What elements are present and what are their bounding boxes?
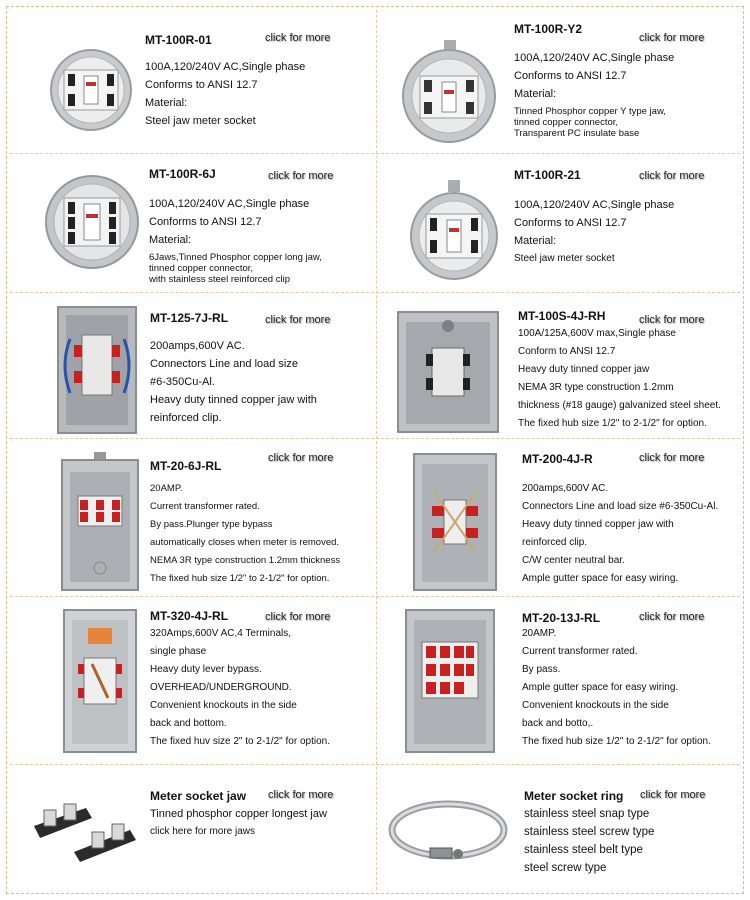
material-description — [514, 106, 666, 139]
click-for-more-link[interactable]: click for more — [639, 452, 705, 464]
spec-line: stainless steel belt type — [524, 844, 643, 856]
product-image-mt-20-13j-rl[interactable] — [404, 608, 496, 754]
product-description — [150, 337, 317, 427]
spec-line: 320Amps,600V AC,4 Terminals, — [150, 628, 292, 639]
column-divider — [376, 10, 377, 890]
row-divider — [10, 292, 740, 293]
spec-line: Current transformer rated. — [150, 501, 260, 512]
product-description — [150, 805, 327, 841]
row-divider — [10, 764, 740, 765]
spec-line: Heavy duty tinned copper jaw — [518, 364, 650, 375]
spec-line: Connectors Line and load size #6-350Cu-Al. — [522, 501, 719, 512]
product-title: MT-100R-21 — [514, 168, 581, 182]
spec-line: Conforms to ANSI 12.7 — [514, 217, 627, 229]
product-description — [145, 58, 305, 130]
spec-line: Heavy duty tinned copper jaw with — [522, 519, 674, 530]
click-for-more-link[interactable]: click for more — [268, 452, 334, 464]
spec-line: Conforms to ANSI 12.7 — [145, 79, 258, 91]
spec-line: Convenient knockouts in the side — [150, 700, 297, 711]
product-title: MT-200-4J-R — [522, 452, 593, 466]
product-title: MT-100R-01 — [145, 33, 212, 47]
spec-line: Conforms to ANSI 12.7 — [514, 70, 627, 82]
spec-line: Conforms to ANSI 12.7 — [149, 216, 262, 228]
product-description — [514, 196, 674, 268]
spec-line: back and botto,. — [522, 718, 594, 729]
spec-line: Steel jaw meter socket — [514, 253, 615, 264]
spec-line: Heavy duty lever bypass. — [150, 664, 262, 675]
spec-line: Tinned phosphor copper longest jaw — [150, 808, 327, 820]
spec-line: NEMA 3R type construction 1.2mm — [518, 382, 674, 393]
spec-line: 100A,120/240V AC,Single phase — [514, 52, 675, 64]
spec-line: reinforced clip. — [522, 537, 588, 548]
product-description — [150, 625, 330, 751]
product-image-mt-100s-4j-rh[interactable] — [396, 310, 500, 434]
more-jaws-link[interactable]: click here for more jaws — [150, 826, 256, 837]
product-image-mt-200-4j-r[interactable] — [412, 452, 498, 592]
product-image-mt-100r-6j[interactable] — [44, 162, 140, 280]
click-for-more-link[interactable]: click for more — [265, 611, 331, 623]
spec-line: The fixed hub size 1/2" to 2-1/2" for option. — [518, 418, 707, 429]
product-image-mt-100r-21[interactable] — [408, 180, 500, 284]
spec-line: Ample gutter space for easy wiring. — [522, 573, 679, 584]
row-divider — [10, 438, 740, 439]
spec-line: Convenient knockouts in the side — [522, 700, 669, 711]
spec-line: OVERHEAD/UNDERGROUND. — [150, 682, 292, 693]
product-title: MT-20-13J-RL — [522, 611, 601, 625]
click-for-more-link[interactable]: click for more — [265, 32, 331, 44]
product-description — [524, 805, 654, 877]
spec-line: Ample gutter space for easy wiring. — [522, 682, 679, 693]
row-divider — [10, 596, 740, 597]
product-description — [518, 325, 721, 433]
spec-line: Material: — [145, 97, 188, 109]
material-line: tinned copper connector, — [149, 263, 254, 274]
click-for-more-link[interactable]: click for more — [639, 611, 705, 623]
product-description — [522, 625, 711, 751]
product-title: Meter socket jaw — [150, 789, 247, 803]
spec-line: Steel jaw meter socket — [145, 115, 256, 127]
spec-line: The fixed hub size 1/2" to 2-1/2" for option. — [150, 573, 330, 584]
spec-line: 100A/125A,600V max,Single phase — [518, 328, 676, 339]
spec-line: NEMA 3R type construction 1.2mm thickness — [150, 555, 341, 566]
spec-line: Material: — [514, 88, 557, 100]
spec-line: 20AMP. — [150, 483, 183, 494]
spec-line: Material: — [514, 235, 557, 247]
spec-line: stainless steel snap type — [524, 808, 650, 820]
product-description — [522, 480, 718, 588]
click-for-more-link[interactable]: click for more — [265, 314, 331, 326]
product-description — [514, 49, 674, 103]
spec-line: The fixed hub size 1/2" to 2-1/2" for option. — [522, 736, 711, 747]
spec-line: 20AMP. — [522, 628, 557, 639]
spec-line: 100A,120/240V AC,Single phase — [514, 199, 675, 211]
material-line: Transparent PC insulate base — [514, 128, 640, 139]
click-for-more-link[interactable]: click for more — [639, 314, 705, 326]
spec-line: The fixed huv size 2" to 2-1/2" for option. — [150, 736, 330, 747]
spec-line: 200amps,600V AC. — [150, 340, 245, 352]
product-title: MT-20-6J-RL — [150, 459, 222, 473]
spec-line: back and bottom. — [150, 718, 227, 729]
product-title: MT-320-4J-RL — [150, 609, 229, 623]
product-image-mt-100r-y2[interactable] — [398, 40, 500, 144]
product-image-mt-125-7j-rl[interactable] — [56, 305, 138, 435]
click-for-more-link[interactable]: click for more — [268, 170, 334, 182]
spec-line: Current transformer rated. — [522, 646, 638, 657]
row-divider — [10, 153, 740, 154]
spec-line: thickness (#18 gauge) galvanized steel sheet. — [518, 400, 721, 411]
product-description — [149, 195, 309, 249]
product-image-mt-100r-01[interactable] — [50, 30, 132, 140]
spec-line: steel screw type — [524, 862, 607, 874]
spec-line: 100A,120/240V AC,Single phase — [145, 61, 306, 73]
spec-line: reinforced clip. — [150, 412, 222, 424]
spec-line: single phase — [150, 646, 207, 657]
product-image-meter-socket-jaw[interactable] — [30, 782, 142, 868]
product-title: MT-100R-6J — [149, 167, 216, 181]
material-line: 6Jaws,Tinned Phosphor copper long jaw, — [149, 252, 322, 263]
spec-line: By pass. — [522, 664, 561, 675]
spec-line: By pass.Plunger type bypass — [150, 519, 273, 530]
spec-line: Connectors Line and load size — [150, 358, 298, 370]
product-title: Meter socket ring — [524, 789, 624, 803]
click-for-more-link[interactable]: click for more — [639, 170, 705, 182]
product-title: MT-125-7J-RL — [150, 311, 229, 325]
product-title: MT-100S-4J-RH — [518, 309, 606, 323]
product-description — [150, 480, 340, 588]
product-image-mt-20-6j-rl[interactable] — [60, 452, 140, 592]
spec-line: Material: — [149, 234, 192, 246]
spec-line: Heavy duty tinned copper jaw with — [150, 394, 317, 406]
product-title: MT-100R-Y2 — [514, 22, 583, 36]
spec-line: Conform to ANSI 12.7 — [518, 346, 616, 357]
material-line: tinned copper connector, — [514, 117, 619, 128]
spec-line: automatically closes when meter is removed. — [150, 537, 340, 548]
spec-line: C/W center neutral bar. — [522, 555, 625, 566]
click-for-more-link[interactable]: click for more — [640, 789, 706, 801]
product-image-mt-320-4j-rl[interactable] — [62, 608, 138, 754]
material-line: Tinned Phosphor copper Y type jaw, — [514, 106, 666, 117]
spec-line: 200amps,600V AC. — [522, 483, 609, 494]
click-for-more-link[interactable]: click for more — [268, 789, 334, 801]
material-line: with stainless steel reinforced clip — [149, 274, 290, 285]
spec-line: stainless steel screw type — [524, 826, 655, 838]
product-image-meter-socket-ring[interactable] — [386, 792, 508, 872]
spec-line: #6-350Cu-Al. — [150, 376, 215, 388]
material-description — [149, 252, 322, 285]
spec-line: 100A,120/240V AC,Single phase — [149, 198, 310, 210]
click-for-more-link[interactable]: click for more — [639, 32, 705, 44]
